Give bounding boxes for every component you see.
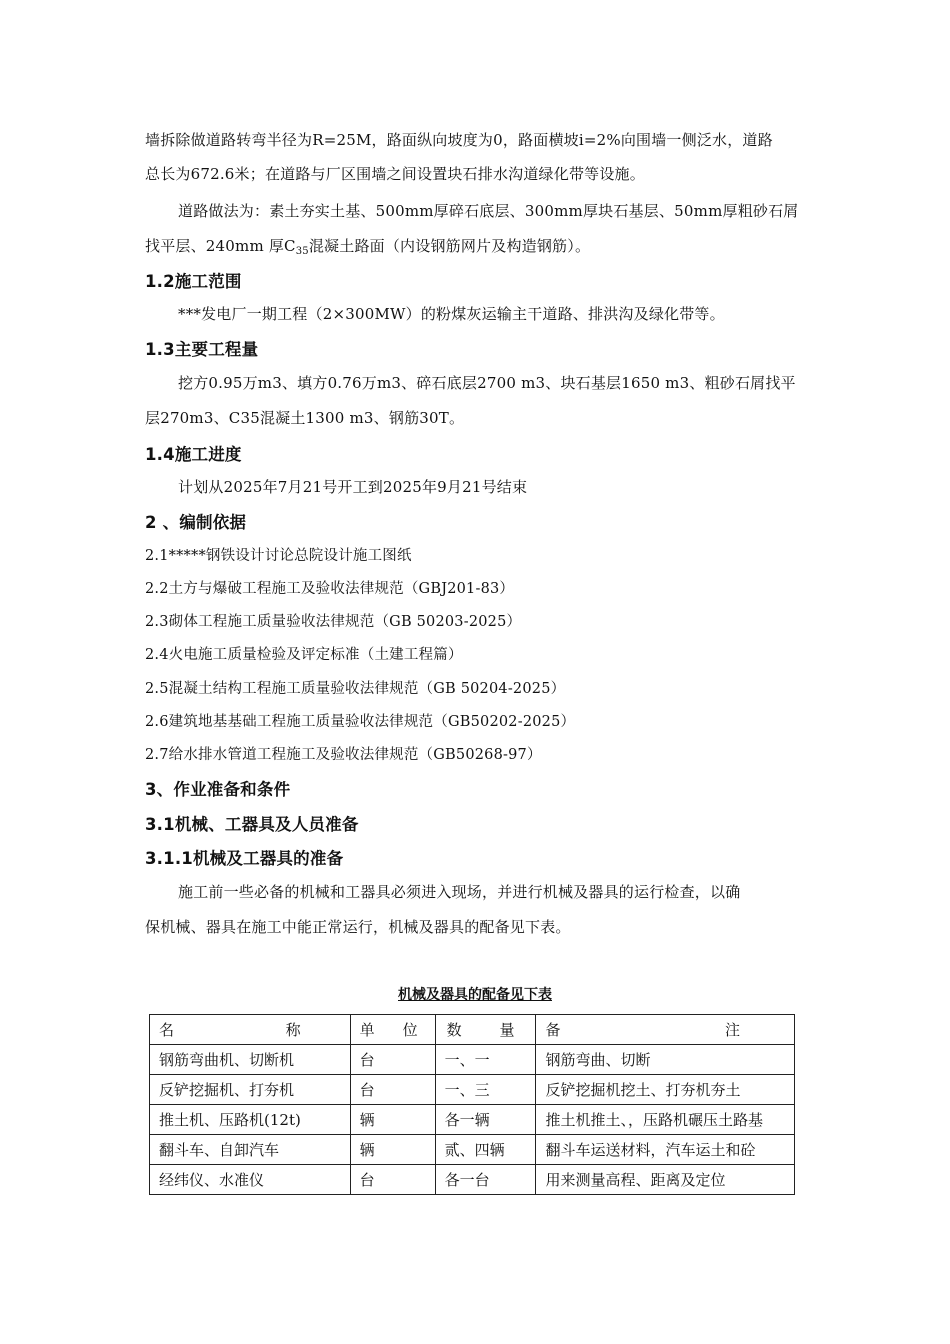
equipment-table — [149, 1014, 795, 1195]
cell-unit: 台 — [350, 1075, 435, 1105]
heading-3: 3、作业准备和条件 — [145, 780, 291, 799]
basis-item: 2.6建筑地基基础工程施工质量验收法律规范（GB50202-2025） — [145, 714, 576, 730]
header-note: 备 注 — [536, 1015, 795, 1045]
cell-quantity: 各一辆 — [435, 1105, 536, 1135]
cell-quantity: 一、三 — [435, 1075, 536, 1105]
cell-note: 反铲挖掘机挖土、打夯机夯土 — [536, 1075, 795, 1105]
cell-name: 翻斗车、自卸汽车 — [150, 1135, 351, 1165]
table-row — [150, 1135, 795, 1165]
road-method-line-1: 道路做法为：素土夯实土基、500mm厚碎石底层、300mm厚块石基层、50mm厚粗砂石屑 — [178, 202, 799, 220]
road-description-line-2: 总长为672.6米；在道路与厂区围墙之间设置块石排水沟道绿化带等设施。 — [145, 165, 645, 183]
cell-note: 翻斗车运送材料，汽车运土和砼 — [536, 1135, 795, 1165]
heading-1-4: 1.4施工进度 — [145, 445, 242, 464]
table-row — [150, 1075, 795, 1105]
cell-note: 钢筋弯曲、切断 — [536, 1045, 795, 1075]
header-unit: 单 位 — [350, 1015, 435, 1045]
concrete-grade-subscript: 35 — [295, 246, 309, 257]
equipment-intro-line-2: 保机械、器具在施工中能正常运行，机械及器具的配备见下表。 — [145, 918, 571, 936]
basis-item: 2.2土方与爆破工程施工及验收法律规范（GBJ201-83） — [145, 581, 515, 597]
table-row — [150, 1045, 795, 1075]
road-method-text-b: 混凝土路面（内设钢筋网片及构造钢筋）。 — [308, 237, 591, 255]
cell-note: 推土机推土、，压路机碾压土路基 — [536, 1105, 795, 1135]
cell-name: 经纬仪、水准仪 — [150, 1165, 351, 1195]
cell-unit: 辆 — [350, 1135, 435, 1165]
table-row — [150, 1165, 795, 1195]
cell-unit: 台 — [350, 1045, 435, 1075]
cell-name: 反铲挖掘机、打夯机 — [150, 1075, 351, 1105]
schedule-text: 计划从2025年7月21号开工到2025年9月21号结束 — [178, 478, 528, 496]
road-description-line-1: 墙拆除做道路转弯半径为R=25M，路面纵向坡度为0，路面横坡i=2%向围墙一侧泛水，道路 — [145, 131, 773, 149]
cell-unit: 辆 — [350, 1105, 435, 1135]
scope-text: ***发电厂一期工程（2×300MW）的粉煤灰运输主干道路、排洪沟及绿化带等。 — [178, 305, 725, 323]
road-method-line-2 — [145, 235, 590, 257]
cell-unit: 台 — [350, 1165, 435, 1195]
cell-quantity: 一、一 — [435, 1045, 536, 1075]
table-row — [150, 1105, 795, 1135]
heading-3-1: 3.1机械、工器具及人员准备 — [145, 815, 359, 834]
cell-quantity: 各一台 — [435, 1165, 536, 1195]
basis-item: 2.7给水排水管道工程施工及验收法律规范（GB50268-97） — [145, 747, 542, 763]
cell-name: 钢筋弯曲机、切断机 — [150, 1045, 351, 1075]
cell-note: 用来测量高程、距离及定位 — [536, 1165, 795, 1195]
heading-1-2: 1.2施工范围 — [145, 272, 242, 291]
heading-2: 2 、编制依据 — [145, 513, 247, 532]
header-quantity: 数 量 — [435, 1015, 536, 1045]
road-method-text-a: 找平层、240mm 厚C — [145, 237, 296, 255]
quantities-line-2: 层270m3、C35混凝土1300 m3、钢筋30T。 — [145, 409, 465, 427]
heading-1-3: 1.3主要工程量 — [145, 340, 259, 359]
cell-name: 推土机、压路机(12t) — [150, 1105, 351, 1135]
equipment-intro-line-1: 施工前一些必备的机械和工器具必须进入现场，并进行机械及器具的运行检查，以确 — [178, 883, 741, 901]
quantities-line-1: 挖方0.95万m3、填方0.76万m3、碎石底层2700 m3、块石基层1650 m3、粗砂石屑找平 — [178, 374, 796, 392]
basis-item: 2.5混凝土结构工程施工质量验收法律规范（GB 50204-2025） — [145, 681, 566, 697]
header-name: 名 称 — [150, 1015, 351, 1045]
table-caption: 机械及器具的配备见下表 — [398, 987, 552, 1003]
basis-item: 2.3砌体工程施工质量验收法律规范（GB 50203-2025） — [145, 614, 522, 630]
table-header-row — [150, 1015, 795, 1045]
cell-quantity: 贰、四辆 — [435, 1135, 536, 1165]
basis-item: 2.4火电施工质量检验及评定标准（土建工程篇） — [145, 647, 463, 663]
basis-item: 2.1*****钢铁设计讨论总院设计施工图纸 — [145, 548, 412, 564]
heading-3-1-1: 3.1.1机械及工器具的准备 — [145, 849, 344, 868]
